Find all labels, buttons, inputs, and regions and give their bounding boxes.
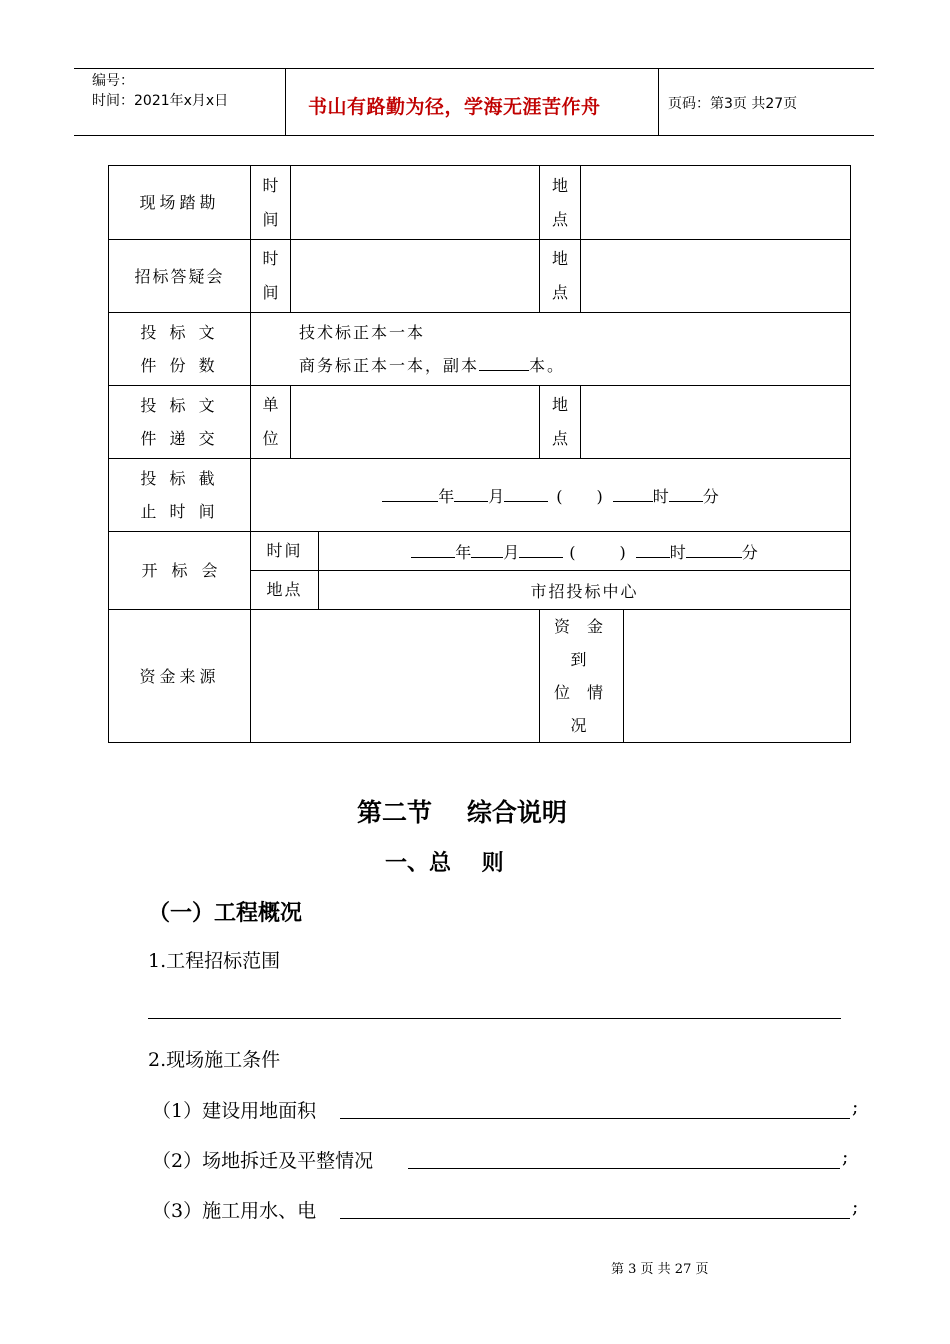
year-blank[interactable] (382, 485, 438, 502)
table-row (109, 532, 851, 571)
minute-blank[interactable] (686, 541, 742, 558)
time-value-cell[interactable] (291, 166, 540, 240)
place-value-cell[interactable] (581, 386, 851, 459)
place-value-cell[interactable] (581, 166, 851, 240)
sub-item-demolition: （2）场地拆迁及平整情况 (152, 1150, 374, 1172)
table-row (109, 459, 851, 532)
row-label-fund-source: 资金来源 (109, 610, 251, 743)
water-power-fill-line[interactable] (340, 1218, 850, 1219)
header-divider-right (658, 68, 659, 136)
commercial-bid-line: 商务标正本一本，副本 本。 (299, 356, 566, 375)
table-row (109, 386, 851, 459)
day-blank[interactable] (504, 485, 548, 502)
land-area-fill-line[interactable] (340, 1118, 850, 1119)
day-blank[interactable] (519, 541, 563, 558)
unit-label: 单 位 (251, 386, 291, 459)
semicolon: ; (852, 1196, 859, 1218)
tech-bid-line: 技术标正本一本 (299, 323, 426, 342)
minute-blank[interactable] (669, 485, 703, 502)
year-blank[interactable] (411, 541, 455, 558)
place-value-cell[interactable] (581, 240, 851, 313)
deadline-cell: 年 月 ( ) 时 分 (251, 459, 851, 532)
opening-place-value: 市招投标中心 (319, 571, 851, 610)
fund-source-value-cell[interactable] (251, 610, 540, 743)
header-top-rule (74, 68, 874, 69)
time-label: 时 间 (251, 166, 291, 240)
time-value-cell[interactable] (291, 240, 540, 313)
header-serial: 编号： (92, 73, 134, 89)
table-row (109, 166, 851, 240)
section-title: 第二节 综合说明 (357, 798, 567, 827)
demolition-fill-line[interactable] (408, 1168, 840, 1169)
place-label: 地 点 (540, 386, 581, 459)
month-blank[interactable] (471, 541, 503, 558)
semicolon: ; (852, 1096, 859, 1118)
unit-value-cell[interactable] (291, 386, 540, 459)
place-label: 地 点 (540, 240, 581, 313)
sub-item-water-power: （3）施工用水、电 (152, 1200, 317, 1222)
fund-status-label: 资 金 到 位 情 况 (540, 610, 624, 743)
hour-blank[interactable] (636, 541, 670, 558)
bid-copies-cell (251, 313, 851, 386)
row-label-site-survey: 现场踏勘 (109, 166, 251, 240)
table-row (109, 240, 851, 313)
header-motto: 书山有路勤为径，学海无涯苦作舟 (308, 96, 601, 118)
copies-blank[interactable] (479, 354, 529, 371)
hour-blank[interactable] (613, 485, 653, 502)
header-date: 时间：2021年x月x日 (92, 93, 229, 109)
month-blank[interactable] (454, 485, 488, 502)
row-label-deadline: 投 标 截 止 时 间 (109, 459, 251, 532)
bid-scope-fill-line[interactable] (148, 1018, 841, 1019)
fund-status-value-cell[interactable] (624, 610, 851, 743)
item-site-conditions: 2.现场施工条件 (148, 1049, 281, 1071)
time-label: 时间 (251, 532, 319, 571)
row-label-bid-submission: 投 标 文 件 递 交 (109, 386, 251, 459)
time-label: 时 间 (251, 240, 291, 313)
semicolon: ; (842, 1146, 849, 1168)
sub-item-land-area: （1）建设用地面积 (152, 1100, 317, 1122)
bid-info-table (108, 165, 851, 743)
row-label-bid-copies: 投 标 文 件 份 数 (109, 313, 251, 386)
page-footer: 第 3 页 共 27 页 (611, 1262, 709, 1277)
place-label: 地点 (251, 571, 319, 610)
subsection-title: （一）工程概况 (148, 901, 303, 926)
header-divider-left (285, 68, 286, 136)
place-label: 地 点 (540, 166, 581, 240)
chapter-title: 一、总 则 (385, 851, 504, 876)
table-row (109, 313, 851, 386)
table-row (109, 610, 851, 743)
header-bottom-rule (74, 135, 874, 136)
opening-time-cell: 年 月 ( ) 时 分 (319, 532, 851, 571)
row-label-bid-opening: 开标会 (109, 532, 251, 610)
header-page-info: 页码：第3页 共27页 (668, 96, 798, 112)
item-bid-scope: 1.工程招标范围 (148, 950, 281, 972)
row-label-qa-meeting: 招标答疑会 (109, 240, 251, 313)
